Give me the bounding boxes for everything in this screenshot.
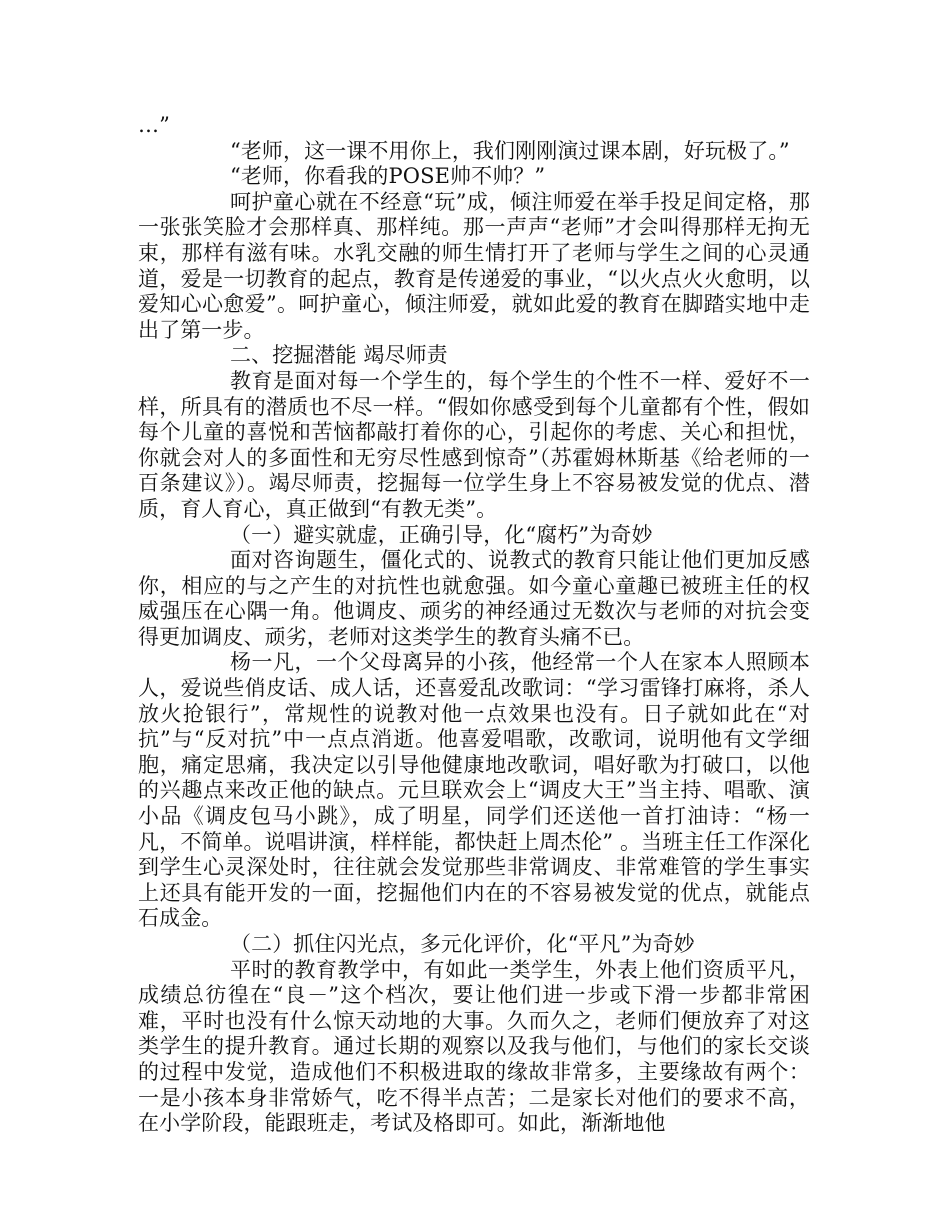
subsection-heading: （一）避实就虚，正确引导，化“腐朽”为奇妙 bbox=[230, 522, 653, 547]
paragraph: 杨一凡，一个父母离异的小孩，他经常一个人在家本人照顾本人，爱说些俏皮话、成人话，还喜爱乱改歌词：“学习雷锋打麻将，杀人放火抢银行”，常规性的说教对他一点效果也没有。日子就如此在“对抗”与“反对抗”中一点点消逝。他喜爱唱歌，改歌词，说明他有文学细胞，痛定思痛，我决定以引导他健康地改歌词，唱好歌为打破口，以他的兴趣点来改正他的缺点。元旦联欢会上“调皮大王”当主持、唱歌、演小品《调皮包马小跳》，成了明星，同学们还送他一首打油诗：“杨一凡，不简单。说唱讲演，样样能，都快赶上周杰伦” 。当班主任工作深化到学生心灵深处时，往往就会发觉那些非常调皮、非常难管的学生事实上还具有能开发的一面，挖掘他们内在的不容易被发觉的优点，就能点石成金。 bbox=[138, 650, 810, 931]
body-text bbox=[138, 113, 810, 1137]
paragraph: “老师，这一课不用你上，我们刚刚演过课本剧，好玩极了。” bbox=[230, 138, 790, 163]
paragraph: 教育是面对每一个学生的，每个学生的个性不一样、爱好不一样，所具有的潜质也不尽一样。“假如你感受到每个儿童都有个性，假如每个儿童的喜悦和苦恼都敲打着你的心，引起你的考虑、关心和担忧，你就会对人的多面性和无穷尽性感到惊奇”（苏霍姆林斯基《给老师的一百条建议》）。竭尽师责，挖掘每一位学生身上不容易被发觉的优点、潜质，育人育心，真正做到“有教无类”。 bbox=[138, 368, 810, 521]
section-heading: 二、挖掘潜能 竭尽师责 bbox=[230, 343, 448, 368]
subsection-heading: （二）抓住闪光点，多元化评价，化“平凡”为奇妙 bbox=[230, 932, 695, 956]
paragraph: 平时的教育教学中，有如此一类学生，外表上他们资质平凡，成绩总彷徨在“良－”这个档次，要让他们进一步或下滑一步都非常困难，平时也没有什么惊天动地的大事。久而久之，老师们便放弃了对这类学生的提升教育。通过长期的观察以及我与他们，与他们的家长交谈的过程中发觉，造成他们不积极进取的缘故非常多，主要缘故有两个：一是小孩本身非常娇气，吃不得半点苦；二是家长对他们的要求不高，在小学阶段，能跟班走，考试及格即可。如此，渐渐地他 bbox=[138, 957, 810, 1136]
paragraph: 面对咨询题生，僵化式的、说教式的教育只能让他们更加反感你，相应的与之产生的对抗性也就愈强。如今童心童趣已被班主任的权威强压在心隅一角。他调皮、顽劣的神经通过无数次与老师的对抗会变得更加调皮、顽劣，老师对这类学生的教育头痛不已。 bbox=[138, 548, 810, 649]
paragraph: “老师，你看我的POSE帅不帅？” bbox=[230, 164, 546, 189]
paragraph: …” bbox=[138, 113, 170, 137]
paragraph: 呵护童心就在不经意“玩”成，倾注师爱在举手投足间定格，那一张张笑脸才会那样真、那样纯。那一声声“老师”才会叫得那样无拘无束，那样有滋有味。水乳交融的师生情打开了老师与学生之间的心灵通道，爱是一切教育的起点，教育是传递爱的事业，“以火点火火愈明，以爱知心心愈爱”。呵护童心，倾注师爱，就如此爱的教育在脚踏实地中走出了第一步。 bbox=[138, 189, 810, 342]
